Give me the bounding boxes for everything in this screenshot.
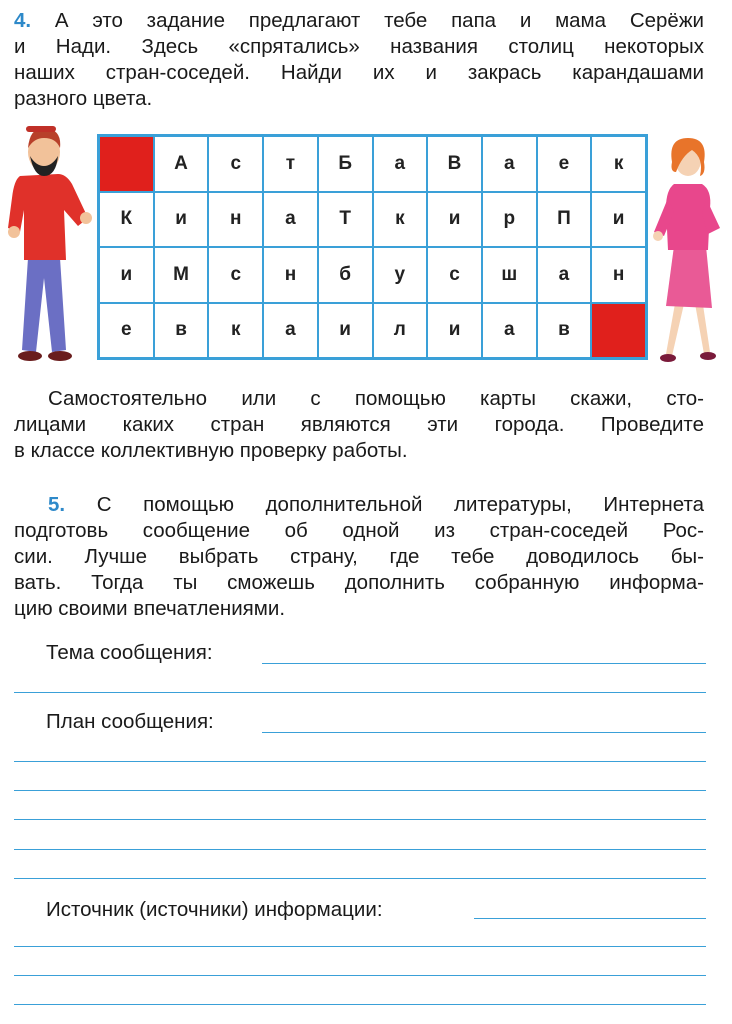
grid-cell[interactable]: и	[319, 304, 372, 358]
grid-cell[interactable]: а	[483, 137, 536, 191]
task-number: 5.	[48, 493, 66, 516]
grid-cell[interactable]: Т	[319, 193, 372, 247]
grid-cell[interactable]: М	[155, 248, 208, 302]
task-4-line-4: разного цвета.	[14, 87, 153, 110]
grid-cell[interactable]: к	[592, 137, 645, 191]
grid-cell[interactable]: В	[428, 137, 481, 191]
father-illustration	[0, 118, 100, 368]
grid-cell[interactable]: а	[264, 193, 317, 247]
letter-grid	[97, 134, 648, 360]
grid-cell[interactable]: н	[592, 248, 645, 302]
grid-cell[interactable]: А	[155, 137, 208, 191]
grid-cell[interactable]: и	[428, 304, 481, 358]
plan-label: План сообщения:	[46, 710, 214, 733]
task-5-line-1: С помощью дополнительной литературы, Интернета	[96, 493, 705, 516]
topic-answer-line[interactable]	[262, 663, 706, 664]
grid-cell[interactable]: Б	[319, 137, 372, 191]
grid-cell[interactable]: б	[319, 248, 372, 302]
source-label: Источник (источники) информации:	[46, 898, 383, 921]
grid-cell[interactable]: е	[100, 304, 153, 358]
grid-cell[interactable]: к	[374, 193, 427, 247]
topic-label: Тема сообщения:	[46, 641, 213, 664]
instructions-text	[14, 386, 704, 464]
grid-cell[interactable]: в	[155, 304, 208, 358]
task-5-line-4: вать. Тогда ты сможешь дополнить собранную информа-	[14, 571, 704, 594]
answer-line[interactable]	[14, 692, 706, 693]
grid-cell[interactable]: и	[100, 248, 153, 302]
grid-cell[interactable]: л	[374, 304, 427, 358]
grid-cell[interactable]: н	[264, 248, 317, 302]
grid-cell[interactable]: с	[209, 137, 262, 191]
grid-cell[interactable]: в	[538, 304, 591, 358]
grid-cell[interactable]: и	[592, 193, 645, 247]
answer-line[interactable]	[14, 946, 706, 947]
grid-cell[interactable]: и	[155, 193, 208, 247]
grid-cell-filled[interactable]	[592, 304, 645, 358]
answer-line[interactable]	[14, 819, 706, 820]
grid-cell[interactable]: р	[483, 193, 536, 247]
task-5-line-2: подготовь сообщение об одной из стран-соседей Рос-	[14, 519, 704, 542]
task-4-text	[14, 8, 704, 112]
grid-cell-filled[interactable]	[100, 137, 153, 191]
answer-line[interactable]	[14, 761, 706, 762]
grid-cell[interactable]: и	[428, 193, 481, 247]
task-5-line-3: сии. Лучше выбрать страну, где тебе доводилось бы-	[14, 545, 704, 568]
task-5-line-5: цию своими впечатлениями.	[14, 597, 286, 620]
instructions-line-2: лицами каких стран являются эти города. Проведите	[14, 413, 704, 436]
grid-cell[interactable]: а	[374, 137, 427, 191]
grid-cell[interactable]: у	[374, 248, 427, 302]
grid-cell[interactable]: с	[209, 248, 262, 302]
plan-answer-line[interactable]	[262, 732, 706, 733]
task-4-line-3: наших стран-соседей. Найди их и закрась карандашами	[14, 61, 704, 84]
mother-illustration	[648, 128, 732, 368]
task-5-text	[14, 492, 704, 622]
task-4-line-1: А это задание предлагают тебе папа и мама Серёжи	[54, 9, 704, 32]
grid-cell[interactable]: П	[538, 193, 591, 247]
grid-cell[interactable]: а	[264, 304, 317, 358]
grid-cell[interactable]: т	[264, 137, 317, 191]
answer-line[interactable]	[14, 849, 706, 850]
instructions-line-1: Самостоятельно или с помощью карты скажи, сто-	[48, 387, 704, 410]
answer-line[interactable]	[14, 878, 706, 879]
task-4-line-2: и Нади. Здесь «спрятались» названия столиц некоторых	[14, 35, 704, 58]
grid-cell[interactable]: с	[428, 248, 481, 302]
task-number: 4.	[14, 9, 32, 32]
grid-cell[interactable]: а	[483, 304, 536, 358]
grid-cell[interactable]: н	[209, 193, 262, 247]
source-answer-line[interactable]	[474, 918, 706, 919]
grid-cell[interactable]: е	[538, 137, 591, 191]
instructions-line-3: в классе коллективную проверку работы.	[14, 439, 408, 462]
grid-cell[interactable]: ш	[483, 248, 536, 302]
grid-cell[interactable]: а	[538, 248, 591, 302]
answer-line[interactable]	[14, 1004, 706, 1005]
grid-cell[interactable]: к	[209, 304, 262, 358]
answer-line[interactable]	[14, 790, 706, 791]
grid-cell[interactable]: К	[100, 193, 153, 247]
answer-line[interactable]	[14, 975, 706, 976]
